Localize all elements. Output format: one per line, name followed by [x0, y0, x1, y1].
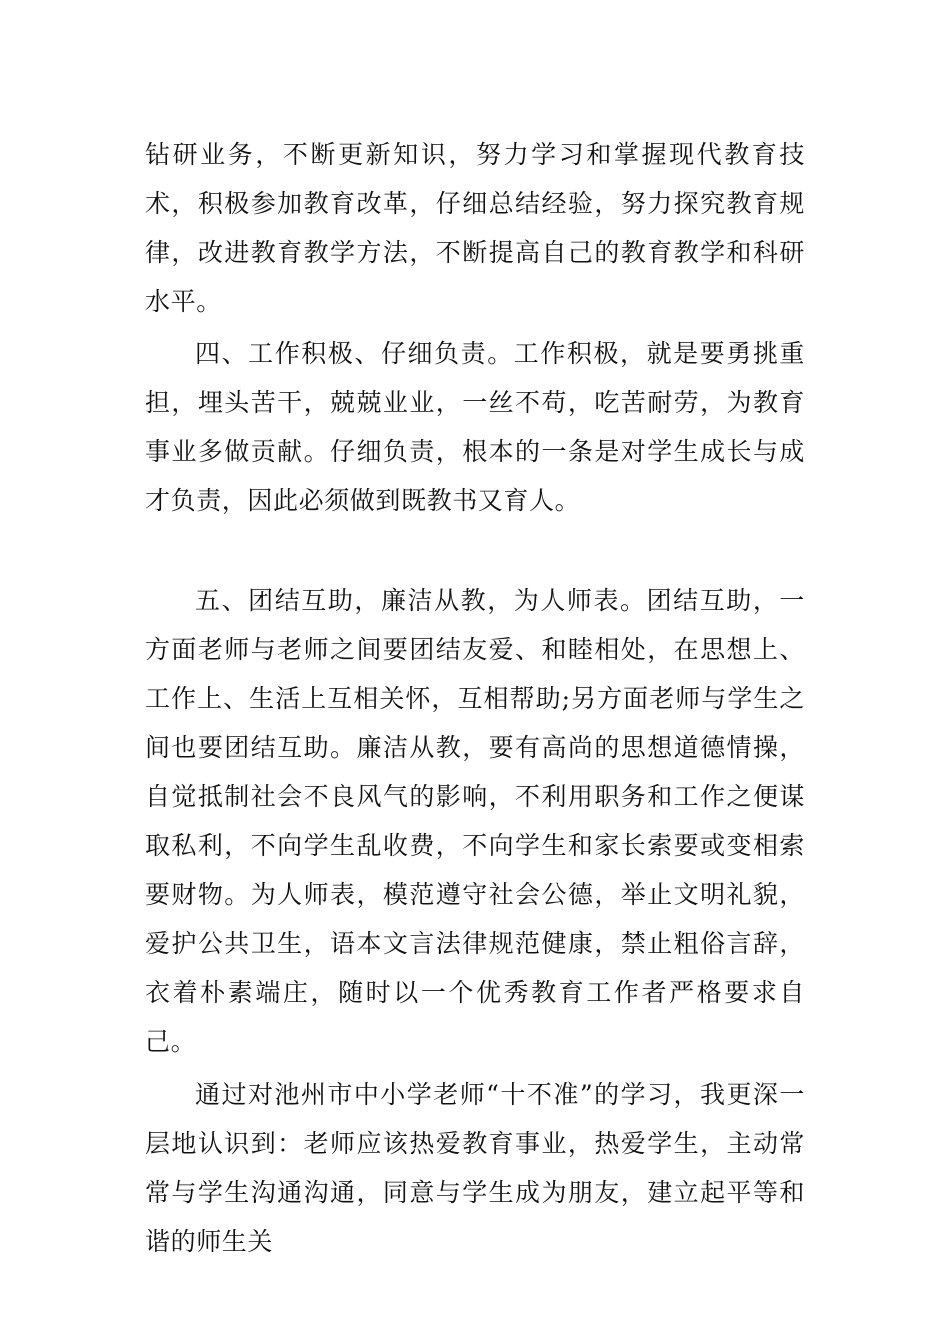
paragraph-section-five: 五、团结互助，廉洁从教，为人师表。团结互助，一方面老师与老师之间要团结友爱、和睦相处，在思想上、工作上、生活上互相关怀，互相帮助;另方面老师与学生之间也要团结互助。廉洁从教，要有高尚的思想道德情操，自觉抵制社会不良风气的影响，不利用职务和工作之便谋取私利，不向学生乱收费，不向学生和家长索要或变相索要财物。为人师表，模范遵守社会公德，举止文明礼貌，爱护公共卫生，语本文言法律规范健康，禁止粗俗言辞，衣着朴素端庄，随时以一个优秀教育工作者严格要求自己。	[145, 586, 805, 1056]
paragraph-continuation: 钻研业务，不断更新知识，努力学习和掌握现代教育技术，积极参加教育改革，仔细总结经验，努力探究教育规律，改进教育教学方法，不断提高自己的教育教学和科研水平。	[145, 140, 805, 316]
paragraph-section-four: 四、工作积极、仔细负责。工作积极，就是要勇挑重担，埋头苦干，兢兢业业，一丝不苟，吃苦耐劳，为教育事业多做贡献。仔细负责，根本的一条是对学生成长与成才负责，因此必须做到既教书又育人。	[145, 339, 805, 515]
paragraph-reflection: 通过对池州市中小学老师“十不准”的学习，我更深一层地认识到：老师应该热爱教育事业，热爱学生，主动常常与学生沟通沟通，同意与学生成为朋友，建立起平等和谐的师生关	[145, 1080, 805, 1256]
